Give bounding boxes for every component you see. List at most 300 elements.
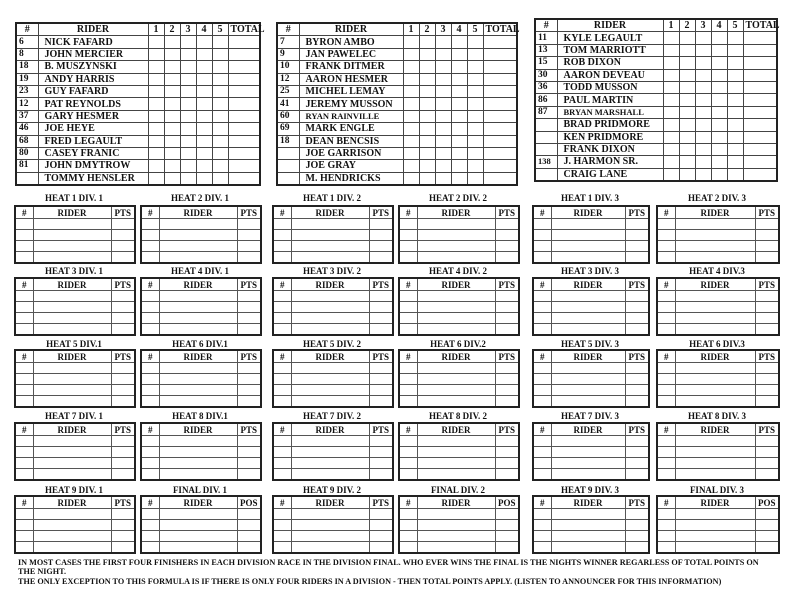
rider-number-cell[interactable] (533, 324, 551, 336)
points-cell[interactable] (369, 542, 393, 554)
heat-5-score-cell[interactable] (212, 36, 228, 48)
heat-1-score-cell[interactable] (403, 85, 419, 97)
rider-name-cell[interactable] (291, 219, 369, 230)
heat-2-score-cell[interactable] (164, 110, 180, 122)
rider-number-cell[interactable] (533, 219, 551, 230)
rider-name-cell[interactable] (159, 436, 237, 447)
rider-number-cell[interactable] (657, 302, 675, 313)
rider-name-cell[interactable] (675, 291, 755, 302)
rider-number-cell[interactable] (533, 520, 551, 531)
rider-number-cell[interactable] (399, 374, 417, 385)
heat-5-score-cell[interactable] (727, 131, 743, 143)
points-cell[interactable] (369, 363, 393, 374)
points-cell[interactable] (369, 385, 393, 396)
total-cell[interactable] (743, 131, 777, 143)
heat-5-score-cell[interactable] (467, 98, 483, 110)
heat-1-score-cell[interactable] (403, 147, 419, 159)
rider-number-cell[interactable] (399, 363, 417, 374)
rider-name-cell[interactable] (551, 230, 625, 241)
total-cell[interactable] (228, 147, 260, 159)
heat-4-score-cell[interactable] (451, 48, 467, 60)
rider-number-cell[interactable] (657, 396, 675, 408)
rider-number-cell[interactable] (399, 520, 417, 531)
points-cell[interactable] (111, 396, 135, 408)
rider-number-cell[interactable] (273, 291, 291, 302)
points-cell[interactable] (495, 302, 519, 313)
rider-name-cell[interactable] (291, 542, 369, 554)
rider-name-cell[interactable] (159, 241, 237, 252)
heat-5-score-cell[interactable] (727, 143, 743, 155)
rider-name-cell[interactable] (159, 219, 237, 230)
rider-number-cell[interactable] (15, 469, 33, 481)
heat-4-score-cell[interactable] (196, 73, 212, 85)
points-cell[interactable] (237, 385, 261, 396)
heat-1-score-cell[interactable] (663, 57, 679, 69)
heat-5-score-cell[interactable] (212, 98, 228, 110)
heat-5-score-cell[interactable] (727, 106, 743, 118)
points-cell[interactable] (625, 313, 649, 324)
heat-4-score-cell[interactable] (711, 44, 727, 56)
rider-number-cell[interactable] (15, 458, 33, 469)
position-cell[interactable] (237, 520, 261, 531)
points-cell[interactable] (111, 542, 135, 554)
rider-name-cell[interactable] (675, 542, 755, 554)
points-cell[interactable] (369, 447, 393, 458)
heat-3-score-cell[interactable] (180, 160, 196, 172)
heat-3-score-cell[interactable] (695, 168, 711, 181)
points-cell[interactable] (755, 469, 779, 481)
rider-name-cell[interactable] (675, 447, 755, 458)
heat-5-score-cell[interactable] (467, 48, 483, 60)
points-cell[interactable] (237, 252, 261, 264)
points-cell[interactable] (755, 458, 779, 469)
rider-number-cell[interactable] (141, 313, 159, 324)
points-cell[interactable] (237, 302, 261, 313)
heat-2-score-cell[interactable] (419, 160, 435, 172)
points-cell[interactable] (755, 230, 779, 241)
heat-5-score-cell[interactable] (212, 147, 228, 159)
heat-4-score-cell[interactable] (451, 172, 467, 185)
points-cell[interactable] (495, 313, 519, 324)
points-cell[interactable] (111, 313, 135, 324)
heat-2-score-cell[interactable] (679, 156, 695, 168)
heat-4-score-cell[interactable] (711, 57, 727, 69)
rider-number-cell[interactable] (657, 324, 675, 336)
rider-name-cell[interactable] (551, 241, 625, 252)
rider-number-cell[interactable] (399, 252, 417, 264)
rider-name-cell[interactable] (675, 436, 755, 447)
rider-name-cell[interactable] (551, 363, 625, 374)
heat-3-score-cell[interactable] (180, 123, 196, 135)
heat-3-score-cell[interactable] (435, 61, 451, 73)
heat-4-score-cell[interactable] (711, 143, 727, 155)
rider-number-cell[interactable] (273, 531, 291, 542)
rider-number-cell[interactable] (273, 374, 291, 385)
rider-number-cell[interactable] (273, 252, 291, 264)
total-cell[interactable] (743, 94, 777, 106)
rider-name-cell[interactable] (291, 520, 369, 531)
position-cell[interactable] (237, 509, 261, 520)
heat-3-score-cell[interactable] (180, 172, 196, 185)
heat-1-score-cell[interactable] (148, 73, 164, 85)
points-cell[interactable] (237, 230, 261, 241)
heat-1-score-cell[interactable] (663, 32, 679, 44)
heat-3-score-cell[interactable] (435, 147, 451, 159)
rider-name-cell[interactable] (675, 458, 755, 469)
heat-5-score-cell[interactable] (467, 85, 483, 97)
heat-4-score-cell[interactable] (451, 160, 467, 172)
points-cell[interactable] (111, 363, 135, 374)
heat-1-score-cell[interactable] (663, 168, 679, 181)
heat-3-score-cell[interactable] (695, 143, 711, 155)
points-cell[interactable] (111, 520, 135, 531)
rider-name-cell[interactable] (159, 520, 237, 531)
heat-1-score-cell[interactable] (148, 61, 164, 73)
heat-2-score-cell[interactable] (679, 168, 695, 181)
points-cell[interactable] (369, 313, 393, 324)
heat-5-score-cell[interactable] (212, 61, 228, 73)
rider-number-cell[interactable] (141, 396, 159, 408)
heat-5-score-cell[interactable] (467, 110, 483, 122)
rider-number-cell[interactable] (399, 324, 417, 336)
heat-4-score-cell[interactable] (711, 156, 727, 168)
heat-5-score-cell[interactable] (727, 156, 743, 168)
rider-name-cell[interactable] (33, 291, 111, 302)
rider-name-cell[interactable] (675, 302, 755, 313)
heat-5-score-cell[interactable] (467, 147, 483, 159)
heat-2-score-cell[interactable] (419, 98, 435, 110)
points-cell[interactable] (369, 396, 393, 408)
rider-name-cell[interactable] (675, 396, 755, 408)
heat-1-score-cell[interactable] (148, 110, 164, 122)
points-cell[interactable] (369, 520, 393, 531)
points-cell[interactable] (111, 469, 135, 481)
rider-number-cell[interactable] (533, 469, 551, 481)
rider-number-cell[interactable] (399, 458, 417, 469)
heat-2-score-cell[interactable] (164, 85, 180, 97)
rider-name-cell[interactable] (159, 396, 237, 408)
points-cell[interactable] (495, 396, 519, 408)
total-cell[interactable] (743, 143, 777, 155)
heat-5-score-cell[interactable] (727, 168, 743, 181)
rider-number-cell[interactable] (273, 241, 291, 252)
rider-name-cell[interactable] (159, 313, 237, 324)
rider-number-cell[interactable] (399, 241, 417, 252)
rider-name-cell[interactable] (675, 509, 755, 520)
rider-name-cell[interactable] (291, 436, 369, 447)
rider-name-cell[interactable] (159, 542, 237, 554)
total-cell[interactable] (483, 48, 517, 60)
heat-2-score-cell[interactable] (164, 98, 180, 110)
total-cell[interactable] (483, 147, 517, 159)
heat-2-score-cell[interactable] (419, 36, 435, 48)
points-cell[interactable] (369, 374, 393, 385)
points-cell[interactable] (237, 219, 261, 230)
points-cell[interactable] (625, 458, 649, 469)
heat-5-score-cell[interactable] (727, 69, 743, 81)
total-cell[interactable] (743, 106, 777, 118)
rider-name-cell[interactable] (291, 447, 369, 458)
heat-3-score-cell[interactable] (180, 85, 196, 97)
heat-5-score-cell[interactable] (467, 160, 483, 172)
points-cell[interactable] (625, 241, 649, 252)
heat-2-score-cell[interactable] (164, 48, 180, 60)
points-cell[interactable] (237, 313, 261, 324)
rider-number-cell[interactable] (15, 374, 33, 385)
points-cell[interactable] (495, 230, 519, 241)
rider-number-cell[interactable] (657, 542, 675, 554)
points-cell[interactable] (625, 302, 649, 313)
total-cell[interactable] (228, 85, 260, 97)
heat-1-score-cell[interactable] (403, 135, 419, 147)
rider-name-cell[interactable] (417, 302, 495, 313)
heat-5-score-cell[interactable] (467, 36, 483, 48)
rider-name-cell[interactable] (159, 385, 237, 396)
total-cell[interactable] (228, 36, 260, 48)
heat-3-score-cell[interactable] (180, 48, 196, 60)
heat-2-score-cell[interactable] (419, 123, 435, 135)
heat-5-score-cell[interactable] (212, 48, 228, 60)
rider-number-cell[interactable] (533, 230, 551, 241)
position-cell[interactable] (495, 531, 519, 542)
heat-3-score-cell[interactable] (695, 131, 711, 143)
rider-number-cell[interactable] (533, 542, 551, 554)
rider-number-cell[interactable] (657, 509, 675, 520)
rider-number-cell[interactable] (141, 531, 159, 542)
points-cell[interactable] (495, 469, 519, 481)
rider-number-cell[interactable] (399, 219, 417, 230)
points-cell[interactable] (755, 374, 779, 385)
points-cell[interactable] (625, 447, 649, 458)
rider-name-cell[interactable] (675, 230, 755, 241)
rider-number-cell[interactable] (273, 447, 291, 458)
rider-number-cell[interactable] (657, 458, 675, 469)
heat-4-score-cell[interactable] (196, 110, 212, 122)
position-cell[interactable] (755, 531, 779, 542)
rider-name-cell[interactable] (551, 302, 625, 313)
points-cell[interactable] (625, 436, 649, 447)
heat-1-score-cell[interactable] (403, 123, 419, 135)
heat-1-score-cell[interactable] (403, 110, 419, 122)
heat-4-score-cell[interactable] (711, 131, 727, 143)
rider-number-cell[interactable] (657, 219, 675, 230)
rider-number-cell[interactable] (141, 241, 159, 252)
heat-3-score-cell[interactable] (435, 98, 451, 110)
heat-5-score-cell[interactable] (727, 57, 743, 69)
points-cell[interactable] (369, 219, 393, 230)
rider-number-cell[interactable] (141, 363, 159, 374)
heat-3-score-cell[interactable] (435, 36, 451, 48)
rider-number-cell[interactable] (15, 230, 33, 241)
rider-name-cell[interactable] (291, 396, 369, 408)
rider-name-cell[interactable] (33, 469, 111, 481)
heat-4-score-cell[interactable] (711, 119, 727, 131)
points-cell[interactable] (755, 447, 779, 458)
rider-number-cell[interactable] (141, 252, 159, 264)
rider-number-cell[interactable] (141, 542, 159, 554)
points-cell[interactable] (625, 324, 649, 336)
rider-name-cell[interactable] (291, 302, 369, 313)
total-cell[interactable] (743, 168, 777, 181)
heat-4-score-cell[interactable] (196, 85, 212, 97)
rider-name-cell[interactable] (551, 291, 625, 302)
points-cell[interactable] (755, 396, 779, 408)
rider-name-cell[interactable] (675, 313, 755, 324)
rider-name-cell[interactable] (33, 520, 111, 531)
heat-3-score-cell[interactable] (695, 94, 711, 106)
heat-1-score-cell[interactable] (403, 36, 419, 48)
heat-2-score-cell[interactable] (419, 172, 435, 185)
points-cell[interactable] (111, 230, 135, 241)
rider-number-cell[interactable] (399, 385, 417, 396)
total-cell[interactable] (483, 172, 517, 185)
rider-number-cell[interactable] (533, 241, 551, 252)
heat-4-score-cell[interactable] (451, 61, 467, 73)
rider-name-cell[interactable] (291, 458, 369, 469)
points-cell[interactable] (495, 447, 519, 458)
points-cell[interactable] (625, 291, 649, 302)
rider-number-cell[interactable] (399, 509, 417, 520)
heat-1-score-cell[interactable] (663, 106, 679, 118)
rider-name-cell[interactable] (291, 509, 369, 520)
heat-1-score-cell[interactable] (663, 119, 679, 131)
heat-4-score-cell[interactable] (196, 48, 212, 60)
total-cell[interactable] (483, 110, 517, 122)
rider-name-cell[interactable] (417, 230, 495, 241)
rider-number-cell[interactable] (15, 447, 33, 458)
heat-1-score-cell[interactable] (148, 36, 164, 48)
rider-number-cell[interactable] (15, 396, 33, 408)
total-cell[interactable] (743, 44, 777, 56)
points-cell[interactable] (237, 436, 261, 447)
rider-name-cell[interactable] (159, 447, 237, 458)
heat-2-score-cell[interactable] (679, 44, 695, 56)
rider-name-cell[interactable] (417, 219, 495, 230)
heat-5-score-cell[interactable] (727, 81, 743, 93)
rider-number-cell[interactable] (273, 469, 291, 481)
heat-2-score-cell[interactable] (679, 106, 695, 118)
heat-3-score-cell[interactable] (695, 81, 711, 93)
points-cell[interactable] (111, 324, 135, 336)
rider-name-cell[interactable] (159, 363, 237, 374)
points-cell[interactable] (625, 374, 649, 385)
heat-2-score-cell[interactable] (419, 48, 435, 60)
rider-number-cell[interactable] (399, 302, 417, 313)
rider-name-cell[interactable] (33, 313, 111, 324)
points-cell[interactable] (755, 241, 779, 252)
heat-3-score-cell[interactable] (180, 61, 196, 73)
rider-number-cell[interactable] (141, 291, 159, 302)
rider-name-cell[interactable] (551, 324, 625, 336)
total-cell[interactable] (483, 73, 517, 85)
points-cell[interactable] (369, 252, 393, 264)
rider-number-cell[interactable] (533, 396, 551, 408)
heat-3-score-cell[interactable] (435, 85, 451, 97)
rider-number-cell[interactable] (533, 291, 551, 302)
rider-name-cell[interactable] (159, 324, 237, 336)
points-cell[interactable] (111, 531, 135, 542)
rider-number-cell[interactable] (15, 291, 33, 302)
heat-5-score-cell[interactable] (212, 85, 228, 97)
rider-number-cell[interactable] (141, 230, 159, 241)
heat-5-score-cell[interactable] (212, 135, 228, 147)
total-cell[interactable] (743, 119, 777, 131)
points-cell[interactable] (495, 291, 519, 302)
rider-number-cell[interactable] (533, 252, 551, 264)
rider-name-cell[interactable] (551, 531, 625, 542)
total-cell[interactable] (228, 61, 260, 73)
rider-number-cell[interactable] (657, 230, 675, 241)
points-cell[interactable] (237, 374, 261, 385)
rider-number-cell[interactable] (141, 436, 159, 447)
rider-number-cell[interactable] (273, 436, 291, 447)
heat-5-score-cell[interactable] (727, 94, 743, 106)
points-cell[interactable] (111, 436, 135, 447)
rider-name-cell[interactable] (551, 396, 625, 408)
total-cell[interactable] (228, 98, 260, 110)
heat-2-score-cell[interactable] (164, 147, 180, 159)
rider-name-cell[interactable] (159, 531, 237, 542)
points-cell[interactable] (369, 458, 393, 469)
rider-name-cell[interactable] (417, 396, 495, 408)
rider-number-cell[interactable] (273, 542, 291, 554)
rider-number-cell[interactable] (399, 291, 417, 302)
heat-2-score-cell[interactable] (679, 143, 695, 155)
rider-number-cell[interactable] (273, 458, 291, 469)
rider-name-cell[interactable] (291, 324, 369, 336)
heat-1-score-cell[interactable] (403, 73, 419, 85)
rider-number-cell[interactable] (273, 385, 291, 396)
rider-name-cell[interactable] (159, 458, 237, 469)
rider-name-cell[interactable] (417, 469, 495, 481)
points-cell[interactable] (495, 385, 519, 396)
rider-name-cell[interactable] (159, 252, 237, 264)
heat-3-score-cell[interactable] (435, 135, 451, 147)
heat-4-score-cell[interactable] (196, 135, 212, 147)
points-cell[interactable] (111, 241, 135, 252)
heat-4-score-cell[interactable] (196, 147, 212, 159)
rider-name-cell[interactable] (159, 509, 237, 520)
rider-number-cell[interactable] (657, 374, 675, 385)
heat-5-score-cell[interactable] (467, 73, 483, 85)
heat-2-score-cell[interactable] (679, 57, 695, 69)
points-cell[interactable] (111, 509, 135, 520)
rider-name-cell[interactable] (551, 219, 625, 230)
rider-number-cell[interactable] (657, 385, 675, 396)
position-cell[interactable] (237, 531, 261, 542)
rider-number-cell[interactable] (399, 230, 417, 241)
points-cell[interactable] (111, 458, 135, 469)
heat-4-score-cell[interactable] (196, 61, 212, 73)
heat-4-score-cell[interactable] (711, 106, 727, 118)
points-cell[interactable] (237, 241, 261, 252)
heat-4-score-cell[interactable] (196, 36, 212, 48)
heat-5-score-cell[interactable] (727, 32, 743, 44)
heat-3-score-cell[interactable] (435, 160, 451, 172)
heat-1-score-cell[interactable] (663, 44, 679, 56)
heat-3-score-cell[interactable] (695, 69, 711, 81)
points-cell[interactable] (755, 252, 779, 264)
heat-3-score-cell[interactable] (695, 57, 711, 69)
rider-name-cell[interactable] (33, 324, 111, 336)
heat-1-score-cell[interactable] (663, 69, 679, 81)
total-cell[interactable] (743, 81, 777, 93)
rider-name-cell[interactable] (291, 230, 369, 241)
rider-name-cell[interactable] (675, 252, 755, 264)
heat-3-score-cell[interactable] (180, 147, 196, 159)
heat-1-score-cell[interactable] (148, 135, 164, 147)
points-cell[interactable] (369, 509, 393, 520)
